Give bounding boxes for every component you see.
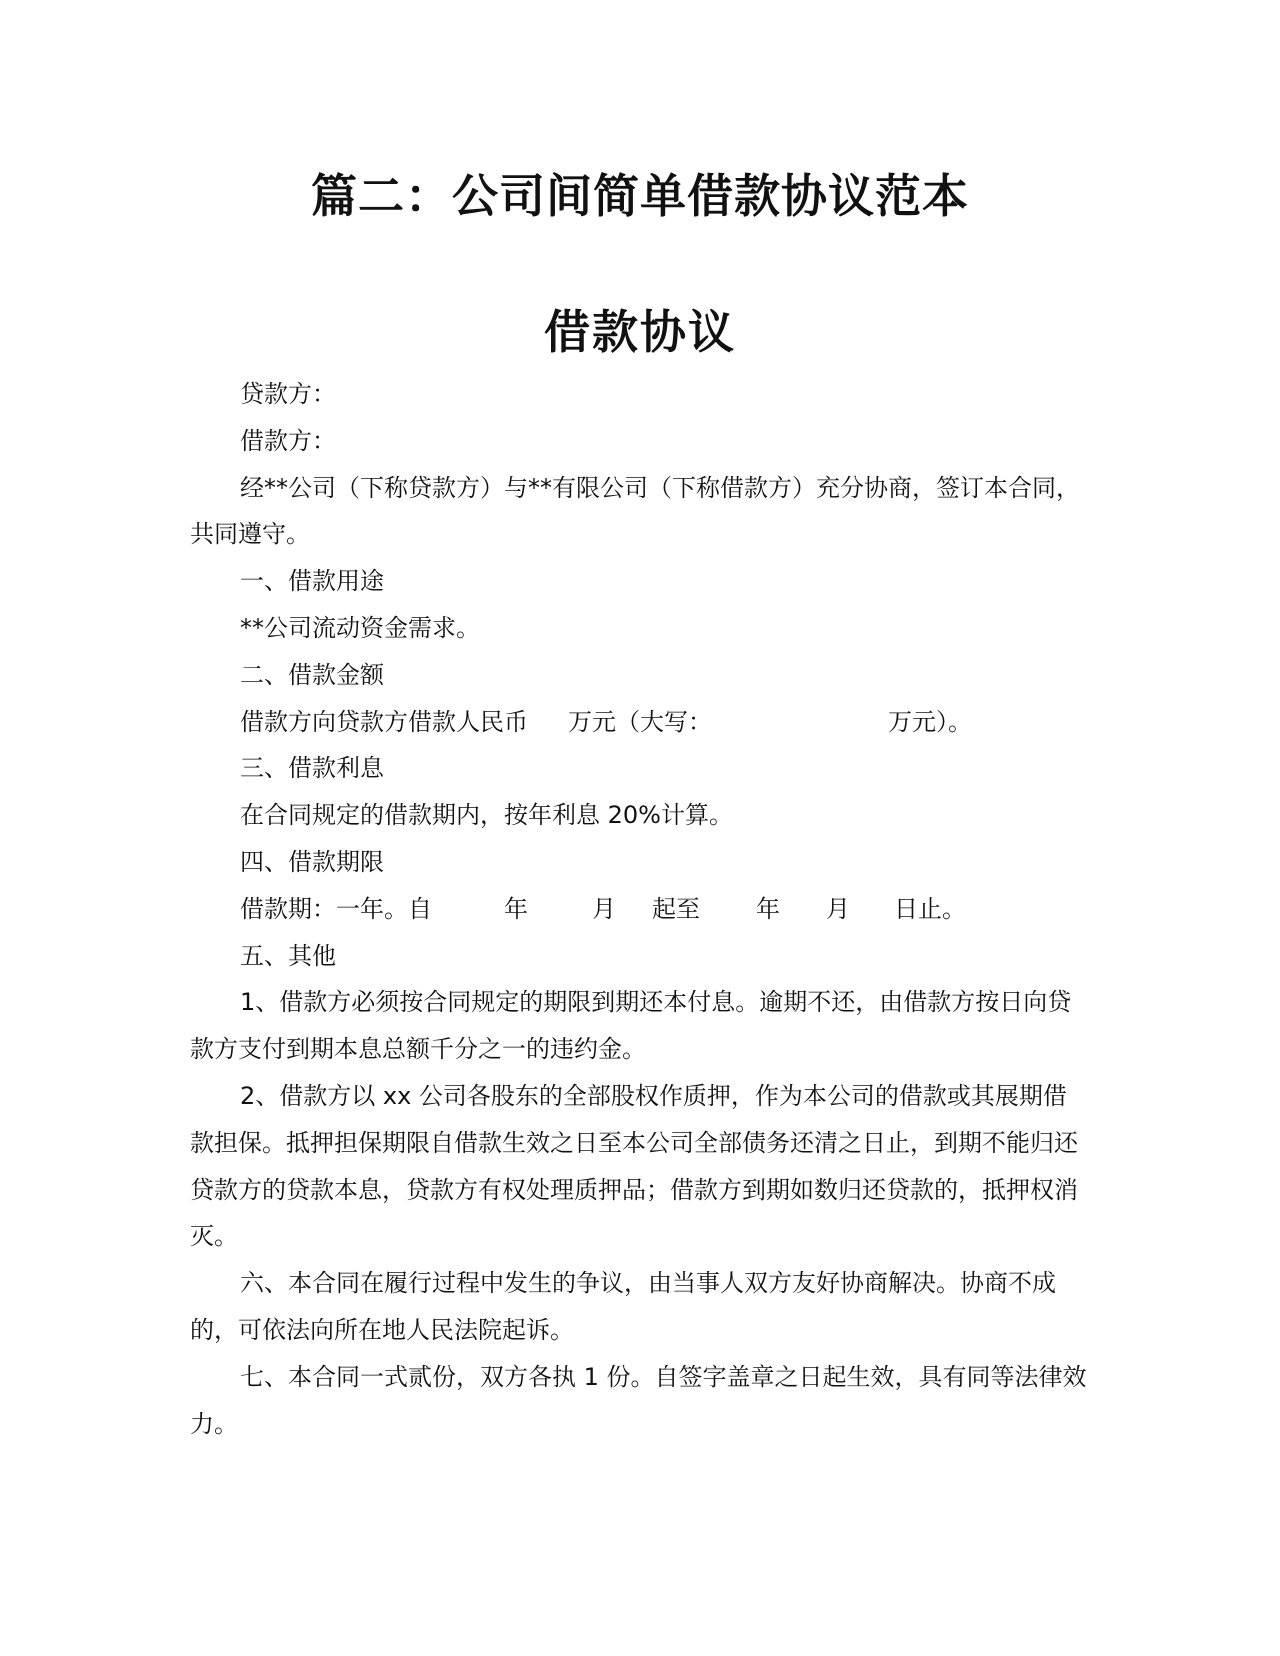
term-end-month: 月 <box>826 894 850 923</box>
term-end-year: 年 <box>756 894 780 923</box>
section-3-text: 在合同规定的借款期内，按年利息 20%计算。 <box>240 801 733 830</box>
term-until-label: 起至 <box>652 894 700 923</box>
term-start-year: 年 <box>504 894 528 923</box>
loan-amount-capital-label: 万元（大写： <box>568 707 712 736</box>
section-5-item-2: 2、借款方以 xx 公司各股东的全部股权作质押，作为本公司的借款或其展期借款担保。抵押担保期限自借款生效之日至本公司全部债务还清之日止，到期不能归还贷款方的贷款本息，贷款方有权处理质押品；借款方到期如数归还贷款的，抵押权消灭。 <box>190 1081 1078 1251</box>
term-start-label: 借款期：一年。自 <box>240 894 432 923</box>
lender-line: 贷款方： <box>240 380 336 408</box>
section-5-item-1: 1、借款方必须按合同规定的期限到期还本付息。逾期不还，由借款方按日向贷款方支付到期本息总额千分之一的违约金。 <box>190 988 1072 1064</box>
section-4-text <box>190 886 1090 933</box>
intro-paragraph: 经**公司（下称贷款方）与**有限公司（下称借款方）充分协商，签订本合同，共同遵守。 <box>190 473 1080 549</box>
loan-amount-capital-unit: 万元）。 <box>888 707 972 736</box>
term-end-day: 日止。 <box>894 894 966 923</box>
borrower-line: 借款方： <box>240 426 336 455</box>
section-5-heading: 五、其他 <box>240 941 336 970</box>
section-1-heading: 一、借款用途 <box>240 567 384 596</box>
agreement-title: 借款协议 <box>544 305 736 359</box>
agreement-body <box>190 371 1090 1447</box>
section-7-text: 七、本合同一式贰份，双方各执 1 份。自签字盖章之日起生效，具有同等法律效力。 <box>190 1362 1087 1438</box>
loan-amount-label: 借款方向贷款方借款人民币 <box>240 707 528 736</box>
section-1-text: **公司流动资金需求。 <box>240 613 480 642</box>
term-start-month: 月 <box>592 894 616 923</box>
document-title: 篇二：公司间简单借款协议范本 <box>311 169 969 223</box>
section-4-heading: 四、借款期限 <box>240 847 384 876</box>
section-2-heading: 二、借款金额 <box>240 660 384 689</box>
section-3-heading: 三、借款利息 <box>240 754 384 783</box>
section-6-text: 六、本合同在履行过程中发生的争议，由当事人双方友好协商解决。协商不成的，可依法向所在地人民法院起诉。 <box>190 1269 1056 1344</box>
section-2-text <box>190 699 1090 746</box>
